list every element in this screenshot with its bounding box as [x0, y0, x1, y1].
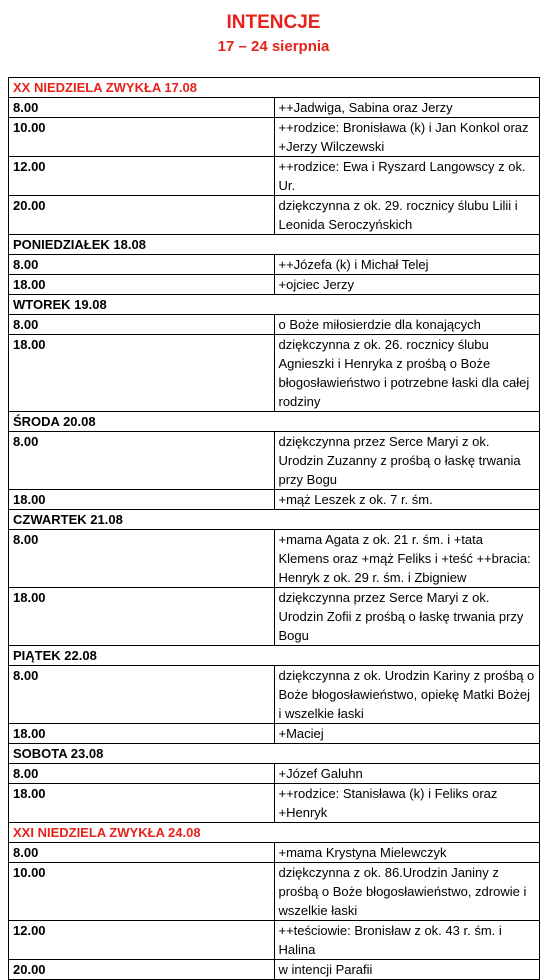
mass-intention: ++Jadwiga, Sabina oraz Jerzy [274, 98, 540, 118]
mass-intention: dziękczynna przez Serce Maryi z ok. Urodzin Zofii z prośbą o łaskę trwania przy Bogu [274, 588, 540, 646]
mass-time: 10.00 [9, 863, 275, 921]
mass-intention: dziękczynna przez Serce Maryi z ok. Urodzin Zuzanny z prośbą o łaskę trwania przy Bogu [274, 432, 540, 490]
day-header: CZWARTEK 21.08 [9, 510, 540, 530]
mass-time: 18.00 [9, 784, 275, 823]
mass-row [9, 196, 540, 235]
mass-intention: w intencji Parafii [274, 960, 540, 980]
day-header-row [9, 823, 540, 843]
mass-row [9, 724, 540, 744]
day-header: ŚRODA 20.08 [9, 412, 540, 432]
day-header-row [9, 510, 540, 530]
intentions-table [8, 77, 540, 980]
mass-row [9, 118, 540, 157]
day-header: PIĄTEK 22.08 [9, 646, 540, 666]
day-header: XXI NIEDZIELA ZWYKŁA 24.08 [9, 823, 540, 843]
mass-time: 20.00 [9, 196, 275, 235]
mass-row [9, 960, 540, 980]
day-header-row [9, 744, 540, 764]
mass-time: 8.00 [9, 530, 275, 588]
mass-time: 8.00 [9, 764, 275, 784]
mass-intention: dziękczynna z ok. 29. rocznicy ślubu Lilii i Leonida Seroczyńskich [274, 196, 540, 235]
mass-row [9, 432, 540, 490]
mass-time: 20.00 [9, 960, 275, 980]
mass-intention: ++rodzice: Stanisława (k) i Feliks oraz +Henryk [274, 784, 540, 823]
mass-time: 8.00 [9, 315, 275, 335]
mass-time: 18.00 [9, 588, 275, 646]
day-header: WTOREK 19.08 [9, 295, 540, 315]
mass-intention: dziękczynna z ok. 26. rocznicy ślubu Agnieszki i Henryka z prośbą o Boże błogosławieństwo i potrzebne łaski dla całej rodziny [274, 335, 540, 412]
mass-time: 8.00 [9, 666, 275, 724]
day-header-row [9, 78, 540, 98]
mass-intention: +Józef Galuhn [274, 764, 540, 784]
mass-row [9, 764, 540, 784]
day-header: SOBOTA 23.08 [9, 744, 540, 764]
mass-intention: ++teściowie: Bronisław z ok. 43 r. śm. i Halina [274, 921, 540, 960]
mass-row [9, 98, 540, 118]
mass-intention: +mama Krystyna Mielewczyk [274, 843, 540, 863]
mass-time: 8.00 [9, 98, 275, 118]
mass-time: 18.00 [9, 724, 275, 744]
mass-time: 8.00 [9, 843, 275, 863]
mass-row [9, 490, 540, 510]
mass-intention: +ojciec Jerzy [274, 275, 540, 295]
mass-row [9, 255, 540, 275]
mass-time: 8.00 [9, 255, 275, 275]
mass-row [9, 588, 540, 646]
mass-row [9, 784, 540, 823]
date-range: 17 – 24 sierpnia [217, 38, 330, 55]
mass-row [9, 275, 540, 295]
mass-intention: ++rodzice: Bronisława (k) i Jan Konkol oraz +Jerzy Wilczewski [274, 118, 540, 157]
day-header-row [9, 235, 540, 255]
mass-intention: ++Józefa (k) i Michał Telej [274, 255, 540, 275]
mass-time: 8.00 [9, 432, 275, 490]
mass-row [9, 863, 540, 921]
page-title: INTENCJE [226, 12, 321, 33]
mass-time: 18.00 [9, 335, 275, 412]
mass-intention: +mąż Leszek z ok. 7 r. śm. [274, 490, 540, 510]
mass-intention: dziękczynna z ok. Urodzin Kariny z prośbą o Boże błogosławieństwo, opiekę Matki Bożej i wszelkie łaski [274, 666, 540, 724]
day-header-row [9, 412, 540, 432]
mass-time: 10.00 [9, 118, 275, 157]
mass-time: 18.00 [9, 275, 275, 295]
day-header: PONIEDZIAŁEK 18.08 [9, 235, 540, 255]
mass-time: 12.00 [9, 157, 275, 196]
mass-row [9, 530, 540, 588]
mass-intention: ++rodzice: Ewa i Ryszard Langowscy z ok. Ur. [274, 157, 540, 196]
mass-intention: +mama Agata z ok. 21 r. śm. i +tata Klemens oraz +mąż Feliks i +teść ++bracia: Henryk z ok. 29 r. śm. i Zbigniew [274, 530, 540, 588]
mass-row [9, 666, 540, 724]
mass-row [9, 921, 540, 960]
mass-intention: dziękczynna z ok. 86.Urodzin Janiny z prośbą o Boże błogosławieństwo, zdrowie i wszelkie łaski [274, 863, 540, 921]
mass-intention: o Boże miłosierdzie dla konających [274, 315, 540, 335]
day-header-row [9, 295, 540, 315]
day-header-row [9, 646, 540, 666]
day-header: XX NIEDZIELA ZWYKŁA 17.08 [9, 78, 540, 98]
mass-row [9, 335, 540, 412]
mass-time: 12.00 [9, 921, 275, 960]
mass-time: 18.00 [9, 490, 275, 510]
mass-row [9, 315, 540, 335]
mass-row [9, 157, 540, 196]
mass-row [9, 843, 540, 863]
mass-intention: +Maciej [274, 724, 540, 744]
